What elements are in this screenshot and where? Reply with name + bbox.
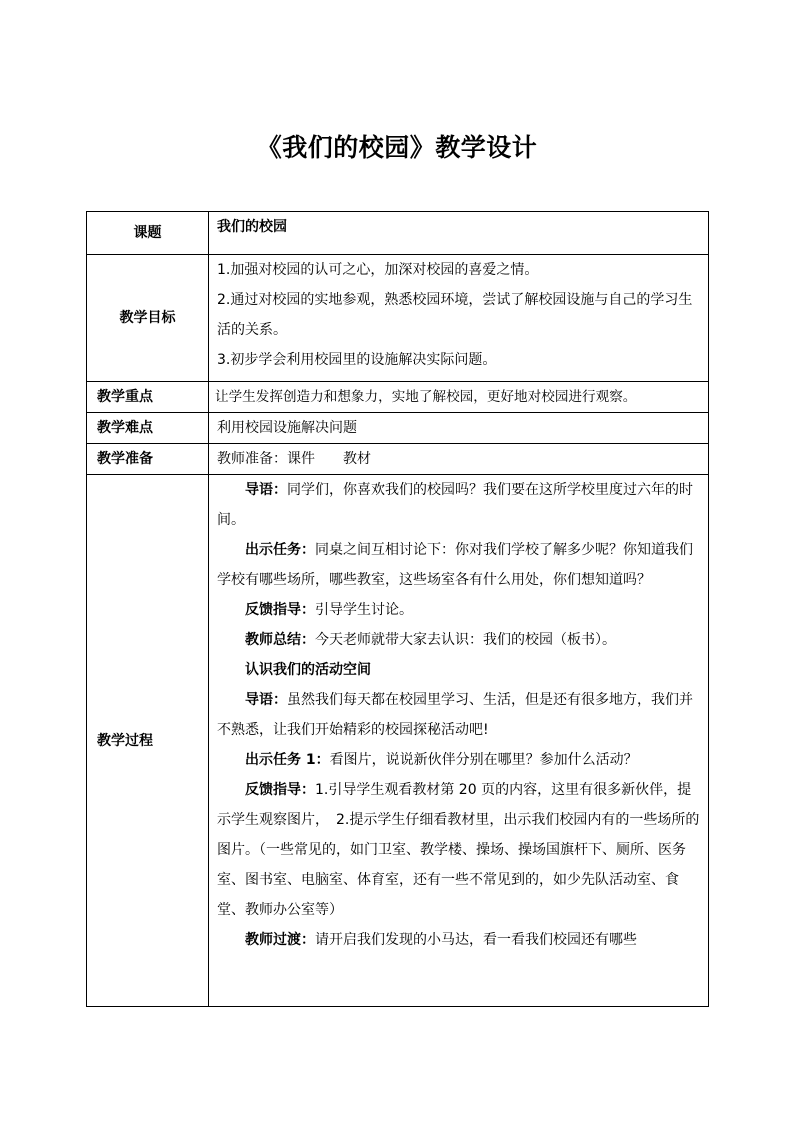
table-row-topic (87, 212, 709, 255)
paragraph-text: 1.引导学生观看教材第 20 页的内容，这里有很多新伙伴，提示学生观察图片， 2.提示学生仔细看教材里，出示我们校园内有的一些场所的图片。（一些常见的，如门卫室、教学楼、操场、操场国旗杆下、厕所、医务室、图书室、电脑室、体育室，还有一些不常见到的，如少先队活动室、食堂、教师办公室等） (217, 782, 700, 918)
paragraph-text: 请开启我们发现的小马达，看一看我们校园还有哪些 (315, 932, 637, 948)
paragraph-text: 看图片，说说新伙伴分别在哪里？参加什么活动？ (329, 752, 638, 768)
goals-label: 教学目标 (87, 255, 209, 382)
paragraph-text: 引导学生讨论。 (315, 602, 413, 618)
difficulty-value: 利用校园设施解决问题 (209, 413, 709, 444)
paragraph-lead: 出示任务 1： (245, 752, 330, 768)
process-paragraph-9 (217, 925, 702, 955)
process-section-heading: 认识我们的活动空间 (245, 662, 371, 678)
table-row-preparation (87, 444, 709, 475)
process-paragraph-7 (217, 745, 702, 775)
paragraph-lead: 导语： (245, 692, 287, 708)
process-label: 教学过程 (87, 475, 209, 1007)
process-paragraph-4 (217, 625, 702, 655)
paragraph-text: 今天老师就带大家去认识：我们的校园（板书）。 (315, 632, 616, 648)
topic-value: 我们的校园 (209, 212, 709, 255)
document-title: 《我们的校园》教学设计 (256, 133, 538, 162)
process-content (209, 475, 709, 1007)
preparation-label: 教学准备 (87, 444, 209, 475)
paragraph-lead: 教师过渡： (245, 932, 315, 948)
topic-label: 课题 (87, 212, 209, 255)
lesson-plan-table (86, 211, 709, 1007)
paragraph-lead: 出示任务： (245, 542, 315, 558)
table-row-difficulty (87, 413, 709, 444)
key-point-label: 教学重点 (87, 382, 209, 413)
paragraph-text: 同桌之间互相讨论下：你对我们学校了解多少呢？你知道我们学校有哪些场所，哪些教室，这些场室各有什么用处，你们想知道吗？ (217, 542, 693, 588)
paragraph-lead: 导语： (245, 482, 287, 498)
paragraph-lead: 反馈指导： (245, 602, 315, 618)
goal-item-3: 3.初步学会利用校园里的设施解决实际问题。 (217, 352, 497, 368)
goals-content (209, 255, 709, 382)
difficulty-label: 教学难点 (87, 413, 209, 444)
goal-item-2: 2.通过对校园的实地参观，熟悉校园环境，尝试了解校园设施与自己的学习生活的关系。 (217, 292, 693, 338)
paragraph-lead: 反馈指导： (245, 782, 315, 798)
process-paragraph-8 (217, 775, 702, 925)
paragraph-text: 虽然我们每天都在校园里学习、生活，但是还有很多地方，我们并不熟悉，让我们开始精彩的校园探秘活动吧! (217, 692, 693, 738)
table-row-key-point (87, 382, 709, 413)
process-paragraph-3 (217, 595, 702, 625)
process-paragraph-1 (217, 475, 702, 535)
preparation-value: 教师准备：课件 教材 (209, 444, 709, 475)
process-paragraph-2 (217, 535, 702, 595)
key-point-value: 让学生发挥创造力和想象力，实地了解校园，更好地对校园进行观察。 (209, 382, 709, 413)
paragraph-lead: 教师总结： (245, 632, 315, 648)
goal-item-1: 1.加强对校园的认可之心，加深对校园的喜爱之情。 (217, 262, 539, 278)
paragraph-text: 同学们，你喜欢我们的校园吗？我们要在这所学校里度过六年的时间。 (217, 482, 693, 528)
table-row-process (87, 475, 709, 1007)
process-paragraph-6 (217, 685, 702, 745)
table-row-goals (87, 255, 709, 382)
